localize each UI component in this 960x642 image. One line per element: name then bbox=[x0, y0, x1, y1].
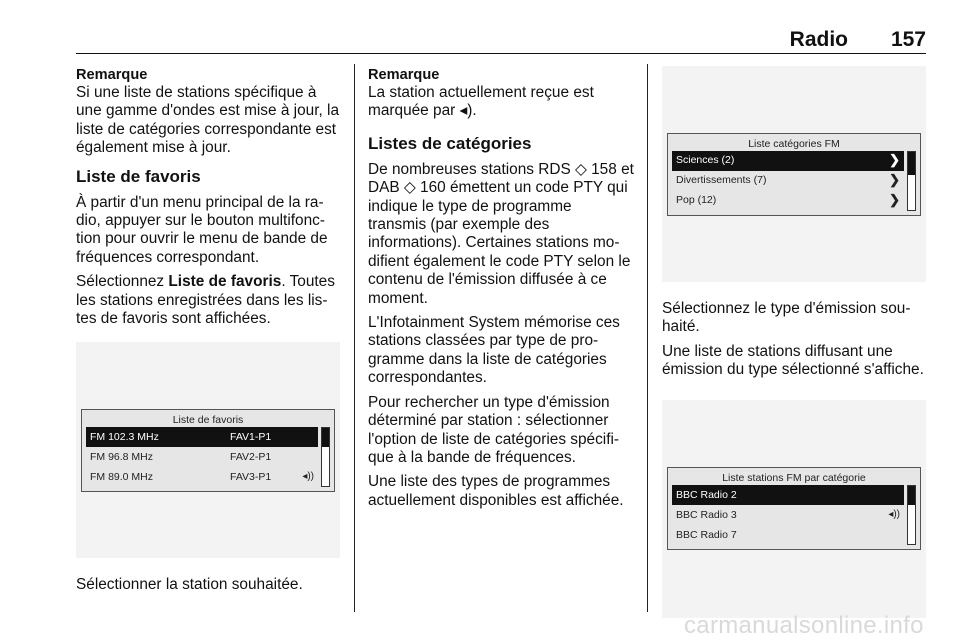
section-heading: Listes de catégories bbox=[368, 133, 532, 153]
display-screen bbox=[667, 467, 921, 550]
list-item: Divertissements (7) ❯ bbox=[672, 171, 904, 191]
scrollbar bbox=[907, 485, 916, 545]
paragraph: L'Infotainment System mémorise ces stations classées par type de programme dans la liste de catégories correspondantes. bbox=[368, 314, 620, 387]
column-divider bbox=[647, 64, 648, 612]
list-item: FM 96.8 MHz FAV2-P1 bbox=[90, 450, 272, 463]
paragraph: Sélectionnez Liste de favoris. Toutes les stations enregistrées dans les listes de favoris sont affichées. bbox=[76, 273, 335, 328]
scrollbar-thumb bbox=[322, 428, 329, 447]
page-header bbox=[76, 24, 926, 54]
list-item: Pop (12) ❯ bbox=[672, 191, 904, 211]
note-heading: Remarque bbox=[368, 67, 440, 83]
screen-title: Liste de favoris bbox=[172, 413, 244, 426]
menu-term: Liste de favoris bbox=[168, 273, 282, 291]
speaker-icon: ◂) bbox=[459, 102, 473, 120]
column-1 bbox=[76, 66, 340, 601]
watermark: carmanualsonline.info bbox=[684, 612, 924, 639]
display-screen bbox=[81, 409, 335, 492]
column-2 bbox=[368, 66, 634, 516]
paragraph: Une liste des types de programmes actuellement disponibles est affichée. bbox=[368, 473, 624, 509]
paragraph: Une liste de stations diffusant une émission du type sélectionné s'affiche. bbox=[662, 342, 924, 379]
section-title: Radio bbox=[789, 28, 848, 51]
screen-title: Liste stations FM par catégorie bbox=[722, 472, 866, 485]
speaker-icon: ◂)) bbox=[302, 470, 314, 482]
note-text: Si une liste de stations spécifique à une gamme d'ondes est mise à jour, la liste de catégories correspondante est également mise à jour. bbox=[76, 84, 340, 157]
note-heading: Remarque bbox=[76, 67, 148, 83]
paragraph: À partir d'un menu principal de la radio, appuyer sur le bouton multifonction pour ouvrir le menu de bande de fréquences correspondant. bbox=[76, 193, 328, 266]
speaker-icon: ◂)) bbox=[888, 508, 900, 520]
scrollbar bbox=[907, 151, 916, 211]
list-item: BBC Radio 2 bbox=[672, 485, 904, 505]
scrollbar bbox=[321, 427, 330, 487]
scrollbar-thumb bbox=[908, 486, 915, 505]
display-screen bbox=[667, 133, 921, 216]
paragraph: Sélectionnez le type d'émission souhaité. bbox=[662, 300, 911, 336]
screen-title: Liste catégories FM bbox=[748, 137, 840, 150]
list-item: BBC Radio 7 bbox=[676, 528, 737, 541]
note-text: La station actuellement reçue est marquée par ◂). bbox=[368, 84, 594, 120]
list-item: FM 89.0 MHz FAV3-P1 ◂)) bbox=[86, 467, 318, 487]
figure-stations-by-category bbox=[662, 400, 926, 618]
scrollbar-thumb bbox=[908, 152, 915, 175]
chevron-right-icon: ❯ bbox=[889, 152, 900, 168]
chevron-right-icon: ❯ bbox=[889, 192, 900, 208]
section-heading: Liste de favoris bbox=[76, 166, 201, 186]
chevron-right-icon: ❯ bbox=[889, 172, 900, 188]
paragraph: Pour rechercher un type d'émission déterminé par station : sélectionner l'option de liste de catégories spécifique à la bande de fréquences. bbox=[368, 393, 620, 466]
column-3 bbox=[662, 66, 928, 618]
figure-favourites-list bbox=[76, 342, 340, 558]
list-item: Sciences (2) ❯ bbox=[672, 151, 904, 171]
list-item: FM 102.3 MHz FAV1-P1 bbox=[86, 427, 318, 447]
page-number: 157 bbox=[890, 28, 926, 51]
figure-category-list bbox=[662, 66, 926, 282]
paragraph: De nombreuses stations RDS ◇ 158 et DAB ◇ 160 émettent un code PTY qui indique le type de programme transmis (par exemple des informations). Certaines stations modifient également le code PTY selon le contenu de l'émission diffusée à ce moment. bbox=[368, 160, 634, 307]
column-divider bbox=[354, 64, 355, 612]
list-item: BBC Radio 3 ◂)) bbox=[672, 505, 904, 525]
figure-caption: Sélectionner la station souhaitée. bbox=[76, 576, 303, 594]
